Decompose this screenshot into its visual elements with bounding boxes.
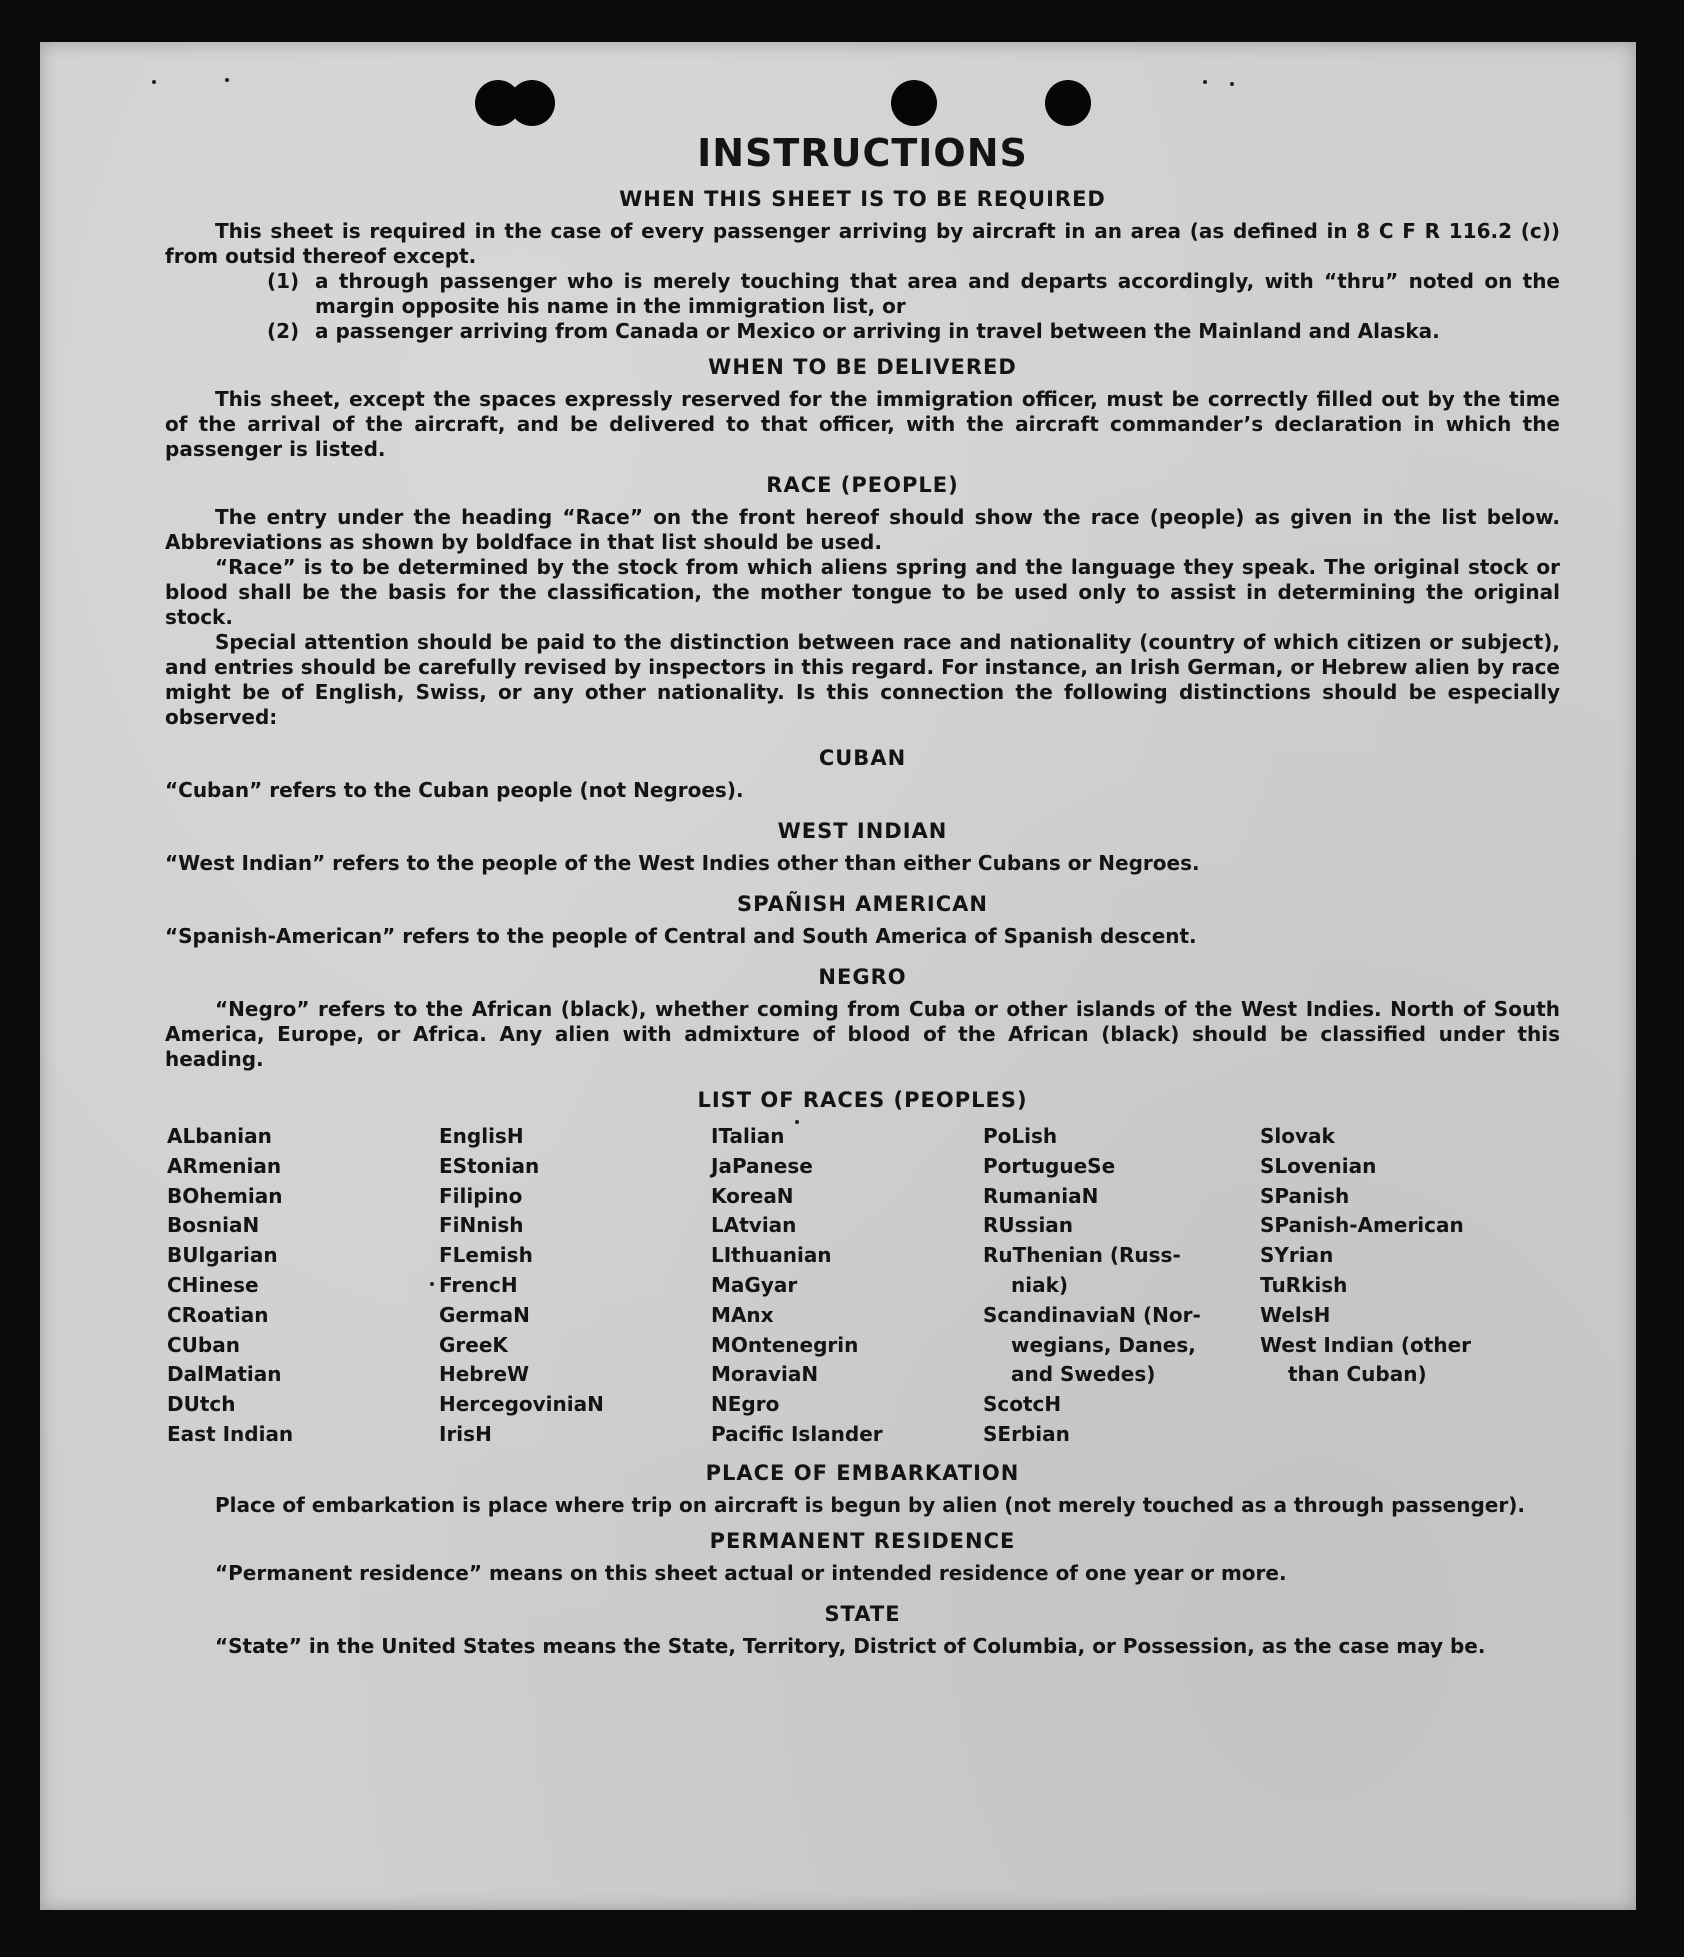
race-entry: BosniaN — [167, 1213, 260, 1238]
race-entry: ScandinaviaN (Nor- — [983, 1302, 1201, 1327]
item-number: (1) — [267, 269, 300, 293]
race-entry: East Indian — [167, 1421, 294, 1446]
race-entry: NEgro — [711, 1392, 780, 1417]
section-heading-when-required: WHEN THIS SHEET IS TO BE REQUIRED — [619, 187, 1106, 211]
list-item — [165, 269, 1560, 319]
race-entry: CHinese — [167, 1272, 259, 1297]
section-heading-state: STATE — [824, 1601, 901, 1626]
race-entry: BUlgarian — [167, 1243, 278, 1268]
race-entry: FiNnish — [439, 1213, 524, 1238]
race-entry: GreeK — [439, 1332, 508, 1357]
race-entry: GermaN — [439, 1302, 530, 1327]
speck — [1230, 82, 1234, 86]
race-entry: PortugueSe — [983, 1153, 1116, 1178]
race-entry: PoLish — [983, 1124, 1058, 1148]
race-entry: BOhemian — [167, 1183, 283, 1208]
race-entry: Slovak — [1260, 1124, 1335, 1148]
section-heading-embarkation: PLACE OF EMBARKATION — [705, 1460, 1020, 1485]
list-item — [165, 319, 1560, 344]
race-entry: KoreaN — [711, 1183, 794, 1208]
punch-hole — [891, 80, 937, 126]
race-entry: MoraviaN — [711, 1362, 819, 1387]
race-entry: LIthuanian — [711, 1243, 832, 1268]
race-entry: DUtch — [167, 1392, 236, 1417]
section-heading-residence: PERMANENT RESIDENCE — [709, 1528, 1016, 1553]
page-title: INSTRUCTIONS — [697, 131, 1028, 175]
race-entry: MAnx — [711, 1302, 774, 1327]
race-entry: IrisH — [439, 1421, 492, 1446]
cuban-text: “Cuban” refers to the Cuban people (not Negroes). — [165, 778, 744, 802]
race-entry: ITalian — [711, 1124, 785, 1148]
race-entry: JaPanese — [711, 1153, 813, 1178]
west-indian-text: “West Indian” refers to the people of the West Indies other than either Cubans or Negroes. — [165, 851, 1200, 875]
race-entry: EnglisH — [439, 1124, 524, 1148]
section-heading-when-delivered: WHEN TO BE DELIVERED — [708, 355, 1017, 379]
race-column — [983, 1122, 1260, 1450]
race-entry: WelsH — [1260, 1302, 1331, 1327]
race-entry: SPanish-American — [1260, 1213, 1464, 1238]
race-entry: Filipino — [439, 1183, 523, 1208]
speck — [152, 80, 156, 84]
embarkation-text: Place of embarkation is place where trip on aircraft is begun by alien (not merely touched as a through passenger). — [215, 1492, 1525, 1517]
race-entry: DalMatian — [167, 1362, 282, 1387]
race-entry: RumaniaN — [983, 1183, 1099, 1208]
section-heading-race: RACE (PEOPLE) — [766, 473, 959, 497]
race-column — [167, 1122, 439, 1450]
section-heading-west-indian: WEST INDIAN — [777, 819, 948, 843]
section-heading-cuban: CUBAN — [818, 746, 907, 770]
when-required-intro: This sheet is required in the case of every passenger arriving by aircraft in an area (as defined in 8 C F R 116.2 (c)) from outsid thereof except. — [165, 219, 1560, 268]
state-text: “State” in the United States means the State, Territory, District of Columbia, or Possession, as the case may be. — [215, 1633, 1486, 1658]
race-paragraph-3: Special attention should be paid to the distinction between race and nationality (country of which citizen or subject), and entries should be carefully revised by inspectors in this regard. For instance, an Irish German, or Hebrew alien by race might be of English, Swiss, or any other nationality. Is this connection the following distinctions should be especially observed: — [165, 630, 1560, 729]
race-entry: MOntenegrin — [711, 1332, 859, 1357]
section-heading-spanish-american: SPAÑISH AMERICAN — [737, 892, 988, 916]
race-column — [1260, 1122, 1532, 1450]
race-entry: CRoatian — [167, 1302, 269, 1327]
punch-hole — [1045, 80, 1091, 126]
race-entry: West Indian (other — [1260, 1332, 1471, 1357]
race-entry: Pacific Islander — [711, 1421, 883, 1446]
race-entry: RuThenian (Russ- — [983, 1243, 1181, 1268]
race-paragraph-1: The entry under the heading “Race” on the front hereof should show the race (people) as given in the list below. Abbreviations as shown by boldface in that list should be used. — [165, 505, 1560, 554]
race-entry: wegians, Danes, — [1011, 1332, 1196, 1357]
race-entry: niak) — [1011, 1272, 1069, 1297]
race-entry: LAtvian — [711, 1213, 797, 1238]
race-entry: and Swedes) — [1011, 1362, 1156, 1387]
document-page — [40, 42, 1636, 1910]
race-entry: MaGyar — [711, 1272, 798, 1297]
instructions-content — [165, 128, 1560, 1659]
race-entry: than Cuban) — [1288, 1362, 1427, 1387]
negro-text: “Negro” refers to the African (black), whether coming from Cuba or other islands of the West Indies. North of South America, Europe, or Africa. Any alien with admixture of blood of the African (black) should be classified under this heading. — [165, 997, 1560, 1071]
speck — [1203, 80, 1207, 84]
race-paragraph-2: “Race” is to be determined by the stock from which aliens spring and the language they speak. The original stock or blood shall be the basis for the classification, the mother tongue to be used only to assist in determining the original stock. — [165, 555, 1560, 629]
item-text: a through passenger who is merely touching that area and departs accordingly, with “thru” noted on the margin opposite his name in the immigration list, or — [315, 269, 1560, 318]
race-entry: FrencH — [439, 1272, 518, 1297]
race-entry: SErbian — [983, 1421, 1070, 1446]
spanish-american-text: “Spanish-American” refers to the people of Central and South America of Spanish descent. — [165, 924, 1197, 948]
section-heading-negro: NEGRO — [818, 965, 907, 989]
race-entry: HebreW — [439, 1362, 530, 1387]
when-delivered-text: This sheet, except the spaces expressly reserved for the immigration officer, must be correctly filled out by the time of the arrival of the aircraft, and be delivered to that officer, with the aircraft commander’s declaration in which the passenger is listed. — [165, 387, 1560, 461]
race-column — [711, 1122, 983, 1450]
race-entry: TuRkish — [1260, 1272, 1348, 1297]
race-entry: CUban — [167, 1332, 240, 1357]
section-heading-list-of-races: LIST OF RACES (PEOPLES) — [697, 1088, 1028, 1112]
race-entry: ARmenian — [167, 1153, 282, 1178]
race-entry: EStonian — [439, 1153, 540, 1178]
race-entry: HercegoviniaN — [439, 1392, 604, 1417]
item-text: a passenger arriving from Canada or Mexico or arriving in travel between the Mainland and Alaska. — [315, 319, 1440, 343]
race-entry: ScotcH — [983, 1392, 1062, 1417]
race-entry: SLovenian — [1260, 1153, 1377, 1178]
race-entry: ALbanian — [167, 1124, 272, 1148]
item-number: (2) — [267, 319, 300, 343]
race-entry: SYrian — [1260, 1243, 1334, 1268]
races-list — [167, 1122, 1560, 1450]
speck — [225, 78, 229, 82]
race-entry: SPanish — [1260, 1183, 1350, 1208]
punch-hole — [509, 80, 555, 126]
race-column — [439, 1122, 711, 1450]
race-entry: RUssian — [983, 1213, 1074, 1238]
race-entry: FLemish — [439, 1243, 533, 1268]
residence-text: “Permanent residence” means on this sheet actual or intended residence of one year or more. — [215, 1560, 1287, 1585]
